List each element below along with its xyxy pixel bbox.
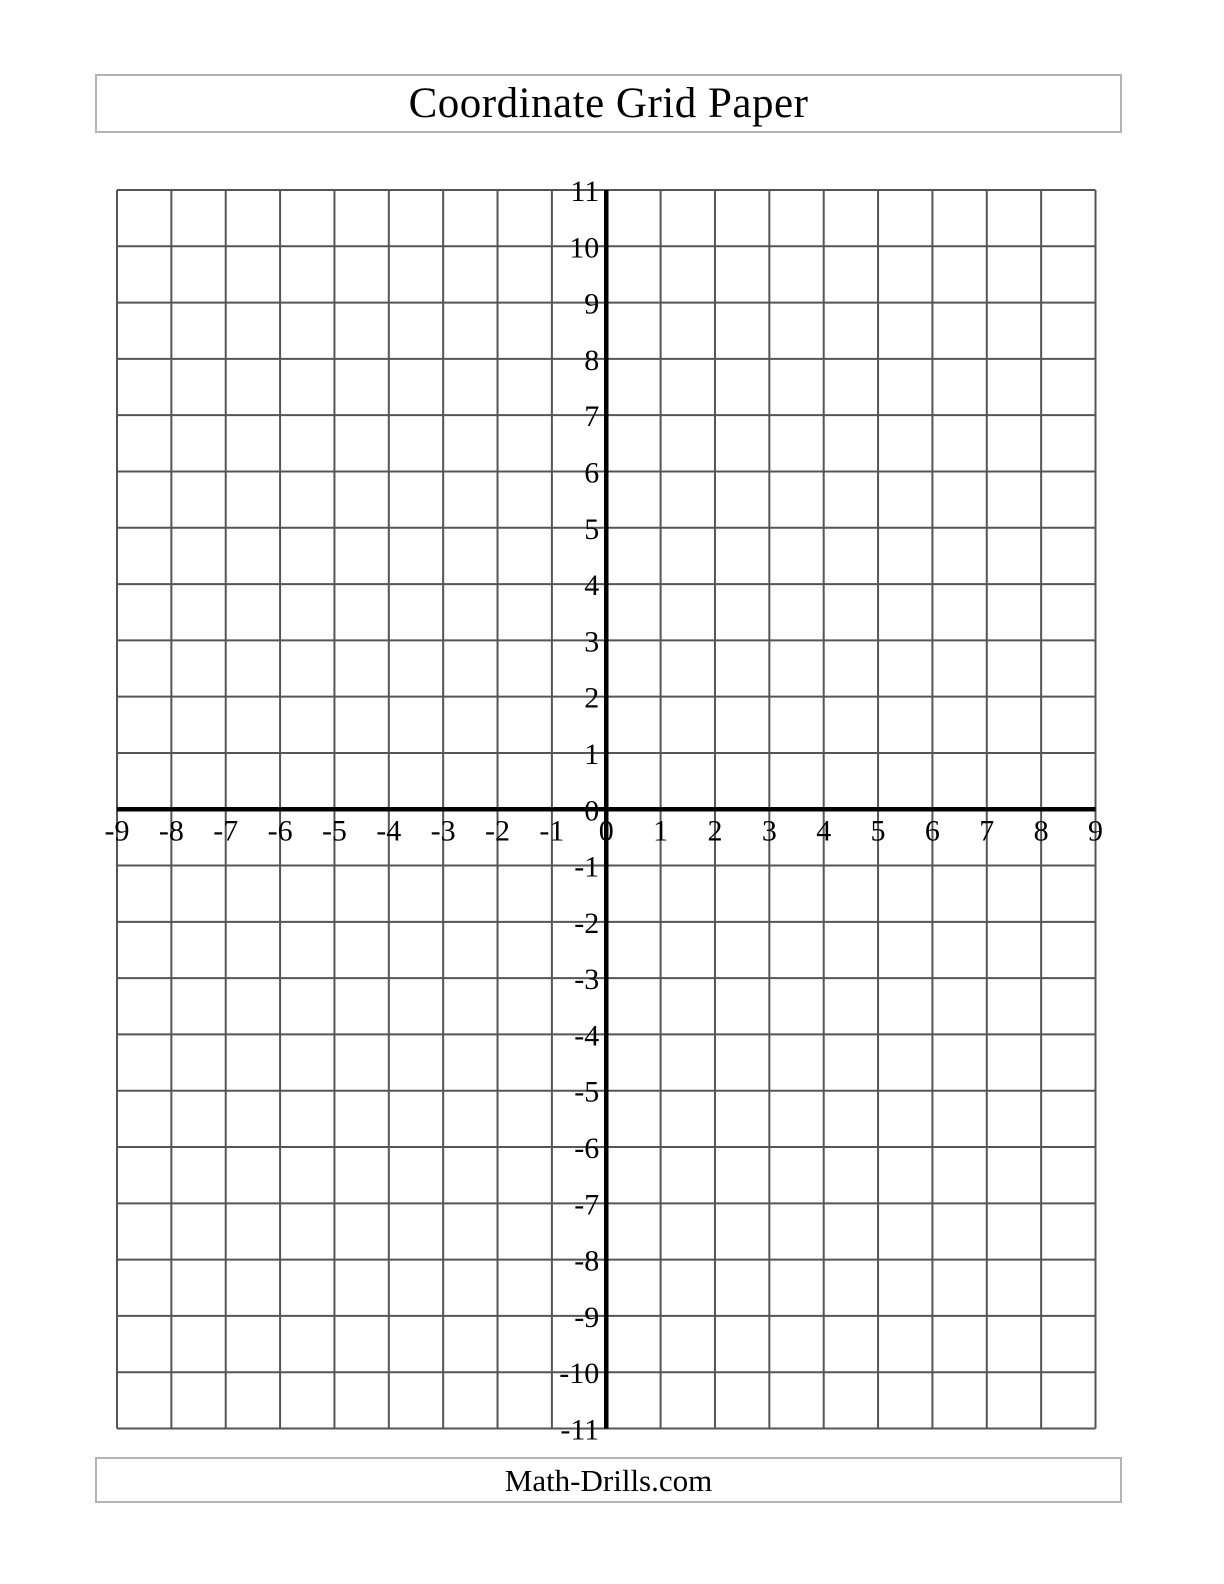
y-tick-label: 3 — [584, 625, 600, 659]
y-tick-label: -10 — [559, 1357, 600, 1391]
y-tick-label: 9 — [584, 287, 600, 321]
x-tick-label: -7 — [213, 814, 239, 848]
y-tick-label: 6 — [584, 456, 600, 490]
y-tick-label: 10 — [569, 231, 600, 265]
y-tick-label: 8 — [584, 343, 600, 377]
x-tick-label: -1 — [539, 814, 565, 848]
x-tick-label: -6 — [267, 814, 293, 848]
x-tick-label: 2 — [707, 814, 723, 848]
y-tick-label: -4 — [574, 1019, 600, 1053]
y-tick-label: 2 — [584, 681, 600, 715]
y-tick-label: 11 — [570, 175, 600, 208]
x-tick-label: -4 — [376, 814, 402, 848]
y-tick-label: 4 — [584, 569, 600, 603]
x-tick-label: -3 — [430, 814, 456, 848]
y-tick-label: 0 — [584, 794, 600, 828]
x-tick-label: -8 — [158, 814, 184, 848]
y-tick-label: -11 — [560, 1413, 600, 1447]
y-tick-label: -8 — [574, 1244, 600, 1278]
y-tick-label: 1 — [584, 737, 600, 771]
y-tick-label: -9 — [574, 1300, 600, 1334]
page-title: Coordinate Grid Paper — [408, 80, 809, 127]
y-tick-label: 7 — [584, 400, 600, 434]
x-tick-label: 4 — [816, 814, 832, 848]
x-tick-label: 1 — [653, 814, 669, 848]
x-tick-label: 9 — [1088, 814, 1103, 848]
x-tick-label: -9 — [104, 814, 130, 848]
x-tick-label: -2 — [485, 814, 511, 848]
x-tick-label: 6 — [924, 814, 940, 848]
x-tick-label: 3 — [761, 814, 777, 848]
footer-box — [95, 1457, 1122, 1503]
y-tick-label: 5 — [584, 512, 600, 546]
y-tick-label: -7 — [574, 1188, 600, 1222]
x-tick-label: -5 — [321, 814, 347, 848]
x-tick-label: 8 — [1033, 814, 1049, 848]
y-tick-label: -3 — [574, 963, 600, 997]
y-tick-label: -2 — [574, 906, 600, 940]
x-tick-label: 7 — [979, 814, 995, 848]
footer-site-label: Math-Drills.com — [504, 1462, 713, 1498]
y-tick-label: -5 — [574, 1075, 600, 1109]
x-tick-label: 5 — [870, 814, 886, 848]
y-tick-label: -6 — [574, 1132, 600, 1166]
y-tick-label: -1 — [574, 850, 600, 884]
x-tick-label: 0 — [598, 814, 614, 848]
